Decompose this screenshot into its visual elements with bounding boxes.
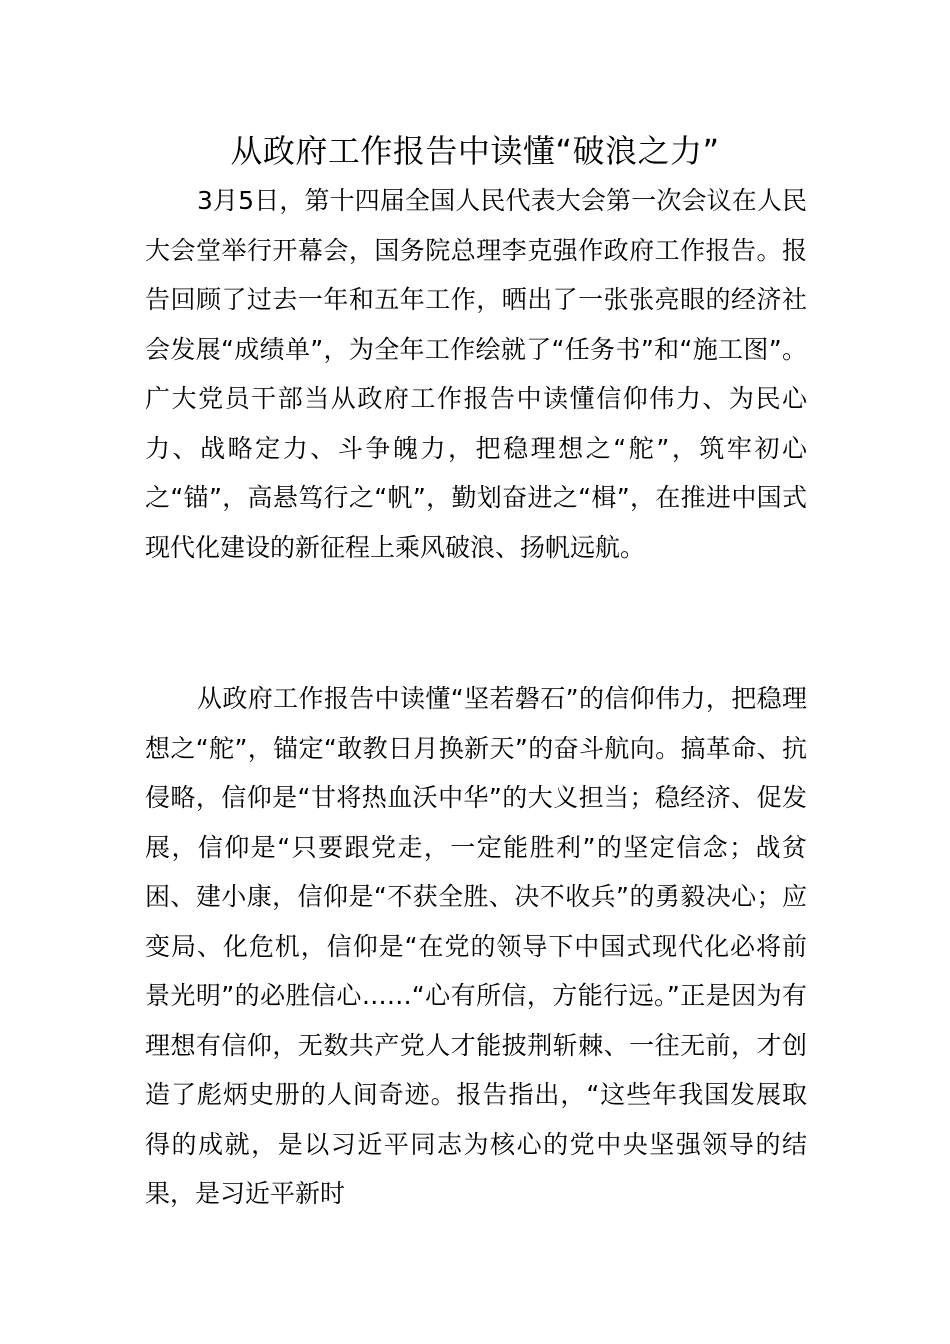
paragraph-1: 3月5日，第十四届全国人民代表大会第一次会议在人民大会堂举行开幕会，国务院总理李克强作政府工作报告。报告回顾了过去一年和五年工作，晒出了一张张亮眼的经济社会发展“成绩单”，为全年工作绘就了“任务书”和“施工图”。广大党员干部当从政府工作报告中读懂信仰伟力、为民心力、战略定力、斗争魄力，把稳理想之“舵”，筑牢初心之“锚”，高悬笃行之“帆”，勤划奋进之“楫”，在推进中国式现代化建设的新征程上乘风破浪、扬帆远航。: [145, 186, 807, 562]
document-title: 从政府工作报告中读懂“破浪之力”: [230, 132, 720, 170]
paragraph-2: 从政府工作报告中读懂“坚若磐石”的信仰伟力，把稳理想之“舵”，锚定“敢教日月换新天”的奋斗航向。搞革命、抗侵略，信仰是“甘将热血沃中华”的大义担当；稳经济、促发展，信仰是“只要跟党走，一定能胜利”的坚定信念；战贫困、建小康，信仰是“不获全胜、决不收兵”的勇毅决心；应变局、化危机，信仰是“在党的领导下中国式现代化必将前景光明”的必胜信心……“心有所信，方能行远。”正是因为有理想有信仰，无数共产党人才能披荆斩棘、一往无前，才创造了彪炳史册的人间奇迹。报告指出，“这些年我国发展取得的成就，是以习近平同志为核心的党中央坚强领导的结果，是习近平新时: [145, 684, 807, 1208]
